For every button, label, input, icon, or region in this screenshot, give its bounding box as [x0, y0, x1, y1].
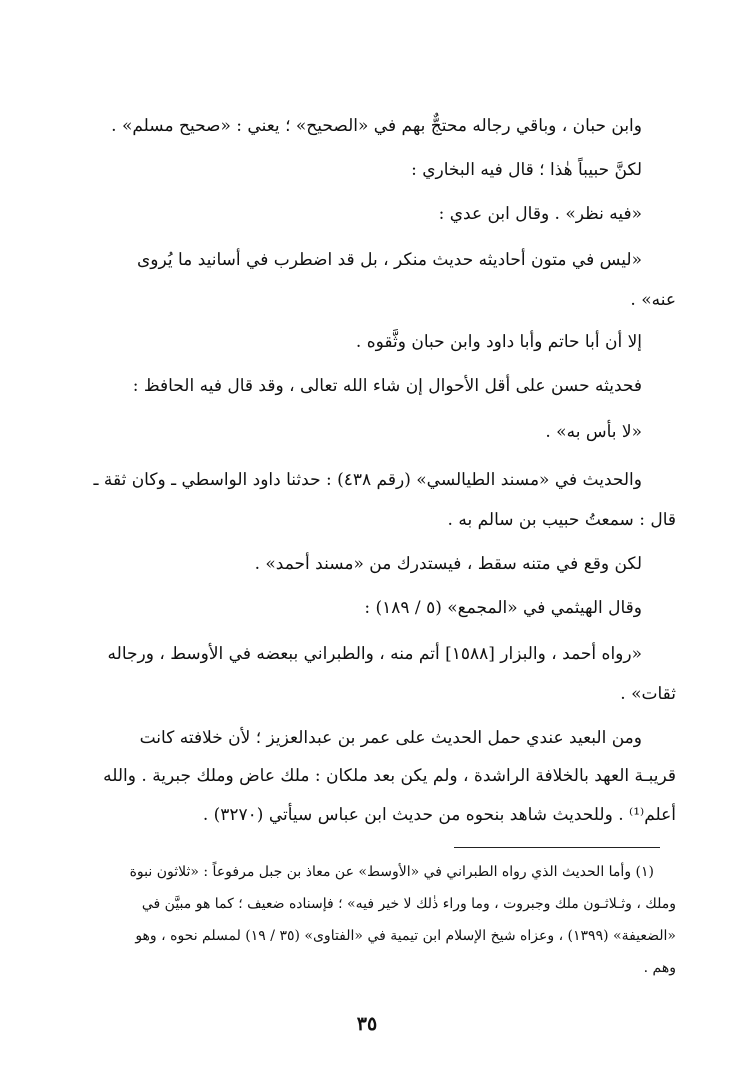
body-line: لكنَّ حبيباً هٰذا ؛ قال فيه البخاري :: [411, 160, 642, 180]
body-line: فحديثه حسن على أقل الأحوال إن شاء الله تعالى ، وقد قال فيه الحافظ :: [132, 376, 642, 396]
page-number: ٣٥: [356, 1013, 378, 1035]
body-line: عنه» .: [630, 290, 676, 310]
body-line: لكن وقع في متنه سقط ، فيستدرك من «مسند أحمد» .: [254, 554, 642, 574]
footnote-line: «الضعيفة» (١٣٩٩) ، وعزاه شيخ الإسلام ابن تيمية في «الفتاوى» (٣٥ / ١٩) لمسلم نحوه ، وهو: [135, 928, 676, 944]
body-line: ومن البعيد عندي حمل الحديث على عمر بن عبدالعزيز ؛ لأن خلافته كانت: [139, 728, 642, 748]
body-line: وابن حبان ، وباقي رجاله محتجٌّ بهم في «الصحيح» ؛ يعني : «صحيح مسلم» .: [111, 116, 642, 136]
body-line: «رواه أحمد ، والبزار [١٥٨٨] أتم منه ، والطبراني ببعضه في الأوسط ، ورجاله: [107, 644, 642, 664]
body-line: «ليس في متون أحاديثه حديث منكر ، بل قد اضطرب في أسانيد ما يُروى: [136, 250, 642, 270]
body-line: والحديث في «مسند الطيالسي» (رقم ٤٣٨) : حدثنا داود الواسطي ـ وكان ثقة ـ: [93, 470, 642, 490]
body-line: «لا بأس به» .: [545, 422, 642, 442]
body-line: قال : سمعتُ حبيب بن سالم به .: [447, 510, 676, 530]
body-line: إلا أن أبا حاتم وأبا داود وابن حبان وثَّقوه .: [355, 332, 642, 352]
body-line: وقال الهيثمي في «المجمع» (٥ / ١٨٩) :: [364, 598, 642, 618]
footnote-line: (١) وأما الحديث الذي رواه الطبراني في «الأوسط» عن معاذ بن جبل مرفوعاً : «ثلاثون نبوة: [129, 864, 654, 880]
body-line: ثقات» .: [620, 684, 676, 704]
footnote-separator: [454, 847, 660, 848]
body-line: قريبـة العهد بالخلافة الراشدة ، ولم يكن بعد ملكان : ملك عاض وملك جبرية . والله: [103, 766, 676, 786]
footnote-line: وملك ، وثـلاثـون ملك وجبروت ، وما وراء ذٰلك لا خير فيه» ؛ فإسناده ضعيف ؛ كما هو مبيَّن في: [141, 896, 676, 912]
footnote-line: وهم .: [643, 960, 676, 976]
body-line: أعلم⁽¹⁾ . وللحديث شاهد بنحوه من حديث ابن عباس سيأتي (٣٢٧٠) .: [202, 805, 676, 825]
body-line: «فيه نظر» . وقال ابن عدي :: [438, 204, 642, 224]
